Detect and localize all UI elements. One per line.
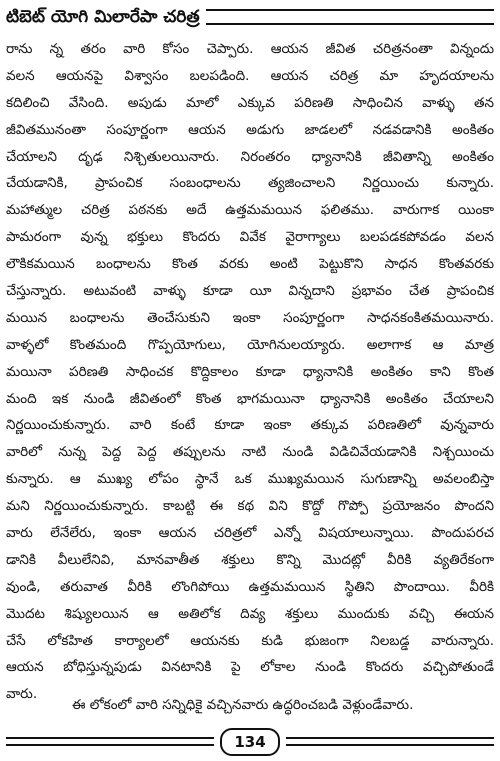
header-double-rule bbox=[206, 9, 494, 25]
text-line: వారు లేనేలేరు, ఇంకా ఆయన చరిత్రలో ఎన్నో విషయాలున్నాయి. పొందుపరచ bbox=[6, 525, 494, 542]
text-line: ఆయన బోధిస్తున్నపుడు వినటానికి పై లోకాల నుండి కొందరు వచ్చిపోతుండే bbox=[6, 659, 494, 676]
text-line: జీవితమునంతా సంపూర్ణంగా ఆయన అడుగు జాడలలో నడవడానికి అంకితం bbox=[6, 121, 494, 138]
footer-rule-right bbox=[286, 737, 494, 746]
text-line: వలన ఆయనపై విశ్వాసం బలపడింది. ఆయన చరిత్ర మా హృదయాలను bbox=[6, 67, 494, 84]
footer-rule-left bbox=[6, 737, 214, 746]
text-line: మయినా పరిణతి సాధించక కొద్దికాలం కూడా ధ్యానానికి అంకితం కాని కొంత bbox=[6, 363, 494, 380]
text-line: వాళ్ళలో కొంతమంది గొప్పయోగులు, యోగినులయ్యారు. అలాగాక ఆ మాత్ర bbox=[6, 336, 494, 353]
running-header bbox=[6, 4, 494, 30]
text-line: డానికి వీలులేనివి, మానవాతీత శక్తులు కొన్ని మొదట్లో వీరికి వ్యతిరేకంగా bbox=[6, 551, 494, 568]
text-line: కున్నారు. ఆ ముఖ్య లోపం స్థానే ఒక ముఖ్యమయిన సుగుణాన్ని అవలంబిస్తా bbox=[6, 471, 494, 488]
text-line: చేయాలని దృఢ నిశ్చితులయినారు. నిరంతరం ధ్యానానికి జీవితాన్ని అంకితం bbox=[6, 148, 494, 165]
book-title: టిబెట్ యోగి మిలారేపా చరిత్ర bbox=[6, 6, 206, 28]
text-line: మంది ఇక నుండి జీవితంలో కొంత భాగమయినా ధ్యానానికి అంకితం చేయాలని bbox=[6, 390, 494, 407]
text-line: చేసే లోకహిత కార్యాలలో ఆయనకు కుడి భుజంగా నిలబడ్డ వారున్నారు. bbox=[6, 632, 494, 649]
text-line: కదిలించి వేసింది. అపుడు మాలో ఎక్కువ పరిణతి సాధించిన వాళ్ళు తన bbox=[6, 94, 494, 111]
text-line: నిర్ణయించుకున్నారు. వారి కంటే కూడా ఇంకా తక్కువ పరిణతిలో వున్నవారు bbox=[6, 417, 494, 434]
text-line: వారిలో నున్న పెద్ద పెద్ద తప్పులను నాటి నుండి విడిచివేయడానికి నిశ్చయించు bbox=[6, 444, 494, 461]
page-number: 134 bbox=[220, 728, 280, 756]
text-line: చేస్తున్నారు. అటువంటి వాళ్ళు కూడా యీ విన్నదాని ప్రభావం చేత ప్రాపంచిక bbox=[6, 283, 494, 300]
text-line: వారు. bbox=[6, 686, 38, 703]
text-line: చేయడానికి, ప్రాపంచిక సంబంధాలను త్యజించాలని నిర్ణయించు కున్నారు. bbox=[6, 175, 494, 192]
page-footer bbox=[6, 728, 494, 756]
text-line: మయిన బంధాలను తెంచేసుకుని ఇంకా సంపూర్ణంగా సాధనకంకితమయినారు. bbox=[6, 309, 494, 326]
text-line: వుండి, తరువాత వీరికి లొంగిపోయి ఉత్తమమయిన స్థితిని పొందాయి. వీరికి bbox=[6, 578, 494, 595]
text-line: లౌకికమయిన బంధాలను కొంత వరకు అంటి పెట్టుకొని సాధన కొంతవరకు bbox=[6, 256, 494, 273]
text-line: మొదట శిష్యులయిన ఆ అతిలోక దివ్య శక్తులు ముందుకు వచ్చి ఈయన bbox=[6, 605, 494, 622]
body-text bbox=[6, 36, 494, 708]
text-line: మహాత్ముల చరిత్ర పఠనకు అదే ఉత్తమమయిన ఫలితము. వారుగాక యింకా bbox=[6, 202, 494, 219]
text-line: మని నిర్ణయించుకున్నారు. కాబట్టి ఈ కథ విని కొద్దో గొప్పో ప్రయోజనం పొందని bbox=[6, 498, 494, 515]
text-line: పామరంగా వున్న భక్తులు కొందరు వివేక వైరాగ్యాలు బలపడకపోవడం వలన bbox=[6, 229, 494, 246]
text-line: రాను న్న తరం వారి కోసం చెప్పారు. ఆయన జీవిత చరిత్రనంతా విన్నందు bbox=[6, 41, 494, 57]
closing-paragraph: ఈ లోకంలో వారి సన్నిధికై వచ్చినవారు ఉద్ధరించబడి వెళ్లుండేవారు. bbox=[72, 697, 414, 713]
